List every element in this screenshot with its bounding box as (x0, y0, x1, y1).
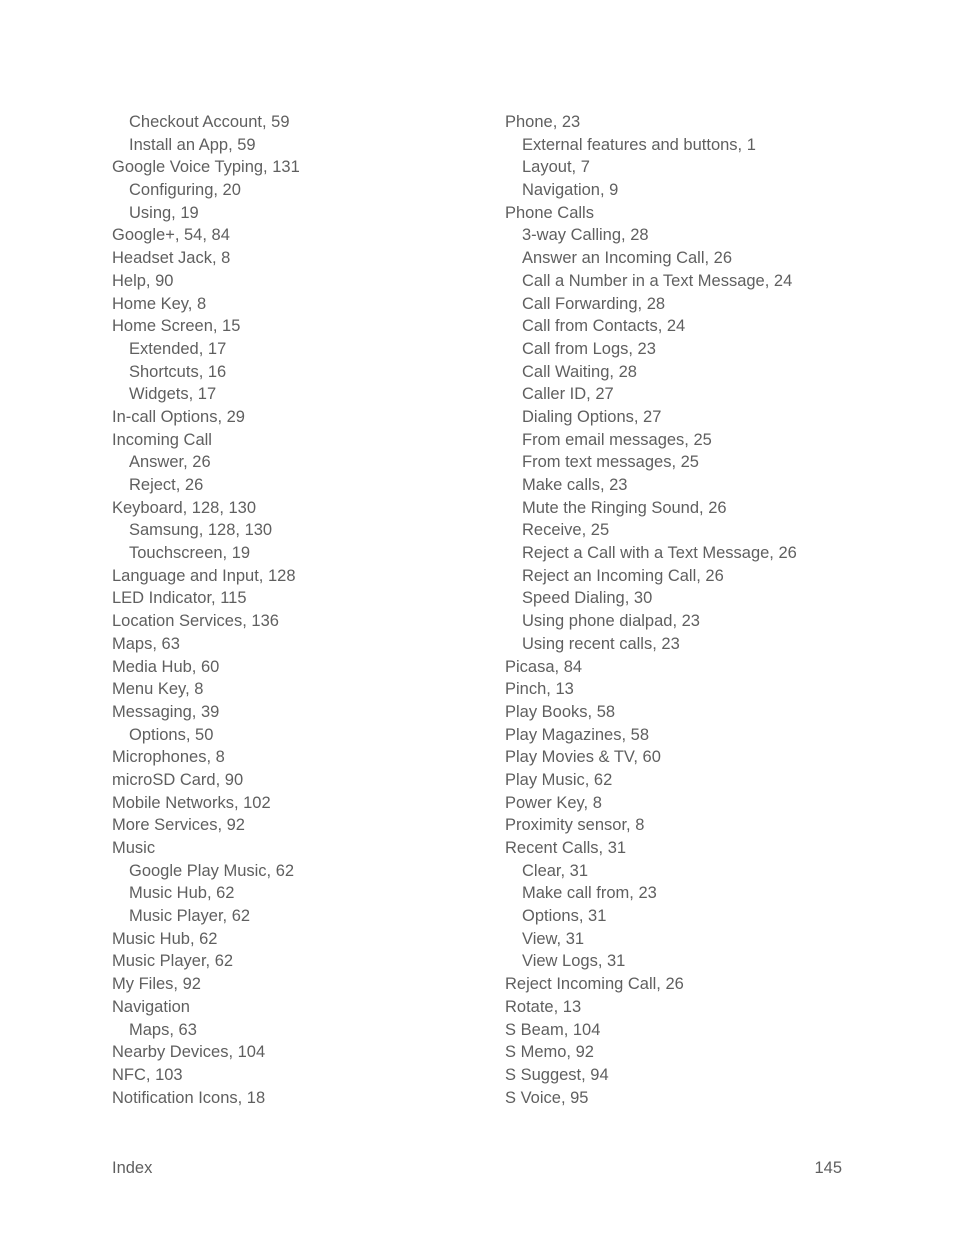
index-subentry: Call Forwarding, 28 (522, 294, 666, 313)
index-entry: Navigation (112, 997, 190, 1016)
index-entry: Play Books, 58 (505, 702, 616, 721)
index-entry: Messaging, 39 (112, 702, 220, 721)
index-entry: S Voice, 95 (505, 1088, 589, 1107)
index-subentry: Install an App, 59 (129, 135, 256, 154)
index-subentry: Reject an Incoming Call, 26 (522, 566, 724, 585)
index-entry: Google Voice Typing, 131 (112, 158, 300, 177)
index-subentry: Options, 31 (522, 907, 607, 926)
index-entry: Music Hub, 62 (112, 929, 218, 948)
index-entry: Proximity sensor, 8 (505, 816, 645, 835)
index-subentry: Configuring, 20 (129, 181, 241, 200)
index-entry: Phone Calls (505, 203, 594, 222)
index-entry: microSD Card, 90 (112, 770, 244, 789)
index-column-right (505, 111, 905, 1109)
index-subentry: Mute the Ringing Sound, 26 (522, 498, 727, 517)
index-entry: S Beam, 104 (505, 1020, 601, 1039)
index-entry: Phone, 23 (505, 113, 581, 131)
index-subentry: View Logs, 31 (522, 952, 626, 971)
index-subentry: Navigation, 9 (522, 181, 619, 200)
index-subentry: Dialing Options, 27 (522, 407, 662, 426)
index-entry: Home Screen, 15 (112, 317, 241, 336)
index-entry: My Files, 92 (112, 975, 201, 994)
index-subentry: External features and buttons, 1 (522, 135, 756, 154)
index-entry: More Services, 92 (112, 816, 245, 835)
index-subentry: Call from Contacts, 24 (522, 317, 686, 336)
index-subentry: Touchscreen, 19 (129, 544, 251, 563)
index-subentry: Widgets, 17 (129, 385, 217, 404)
index-entry: Menu Key, 8 (112, 680, 204, 699)
index-column-left (112, 111, 512, 1109)
index-entry: Home Key, 8 (112, 294, 207, 313)
index-subentry: Samsung, 128, 130 (129, 521, 273, 540)
footer-section-label: Index (112, 1159, 153, 1177)
footer-page-number: 145 (814, 1159, 842, 1177)
index-entry: Google+, 54, 84 (112, 226, 230, 245)
index-entry: Play Music, 62 (505, 770, 613, 789)
index-entry: Power Key, 8 (505, 793, 602, 812)
index-subentry: Music Hub, 62 (129, 884, 235, 903)
index-subentry: Using, 19 (129, 203, 199, 222)
index-entry: Keyboard, 128, 130 (112, 498, 257, 517)
index-entry: Help, 90 (112, 271, 174, 290)
index-entry: Rotate, 13 (505, 997, 582, 1016)
index-subentry: Receive, 25 (522, 521, 610, 540)
index-entry: S Suggest, 94 (505, 1065, 609, 1084)
index-entry: Picasa, 84 (505, 657, 583, 676)
index-entry: Maps, 63 (112, 634, 180, 653)
index-subentry: Make calls, 23 (522, 476, 628, 494)
index-entry: Mobile Networks, 102 (112, 793, 271, 812)
index-entry: Incoming Call (112, 430, 212, 449)
index-entry: Recent Calls, 31 (505, 839, 627, 857)
index-entry: Pinch, 13 (505, 680, 574, 699)
index-subentry: Reject a Call with a Text Message, 26 (522, 544, 797, 563)
index-entry: Music (112, 839, 156, 857)
index-subentry: From text messages, 25 (522, 453, 699, 472)
index-subentry: Shortcuts, 16 (129, 362, 227, 381)
index-entry: Play Movies & TV, 60 (505, 748, 661, 767)
index-subentry: Call Waiting, 28 (522, 362, 637, 381)
index-subentry: Answer an Incoming Call, 26 (522, 249, 733, 268)
index-subentry: Caller ID, 27 (522, 385, 614, 404)
index-entry: Headset Jack, 8 (112, 249, 231, 268)
index-entry: Media Hub, 60 (112, 657, 220, 676)
index-subentry: Answer, 26 (129, 453, 211, 472)
index-subentry: 3-way Calling, 28 (522, 226, 649, 245)
index-entry: In-call Options, 29 (112, 407, 245, 426)
index-entry: Reject Incoming Call, 26 (505, 975, 684, 994)
index-entry: Play Magazines, 58 (505, 725, 649, 744)
index-subentry: Using phone dialpad, 23 (522, 612, 700, 631)
index-subentry: Extended, 17 (129, 339, 227, 358)
index-entry: Nearby Devices, 104 (112, 1043, 266, 1062)
index-subentry: Call a Number in a Text Message, 24 (522, 271, 793, 290)
index-subentry: Layout, 7 (522, 158, 590, 177)
index-entry: Notification Icons, 18 (112, 1088, 266, 1107)
index-subentry: Clear, 31 (522, 861, 589, 880)
index-entry: Location Services, 136 (112, 612, 279, 631)
index-entry: Music Player, 62 (112, 952, 234, 971)
index-subentry: Speed Dialing, 30 (522, 589, 653, 608)
index-subentry: From email messages, 25 (522, 430, 712, 449)
index-subentry: Make call from, 23 (522, 884, 657, 903)
index-entry: Microphones, 8 (112, 748, 225, 767)
index-subentry: Checkout Account, 59 (129, 113, 290, 131)
index-subentry: Options, 50 (129, 725, 214, 744)
index-subentry: Music Player, 62 (129, 907, 251, 926)
index-subentry: Google Play Music, 62 (129, 861, 295, 880)
index-entry: LED Indicator, 115 (112, 589, 247, 608)
index-subentry: Using recent calls, 23 (522, 634, 680, 653)
index-entry: S Memo, 92 (505, 1043, 594, 1062)
index-entry: Language and Input, 128 (112, 566, 296, 585)
index-subentry: Call from Logs, 23 (522, 339, 656, 358)
index-subentry: Reject, 26 (129, 476, 204, 494)
index-subentry: View, 31 (522, 929, 585, 948)
index-subentry: Maps, 63 (129, 1020, 197, 1039)
index-entry: NFC, 103 (112, 1065, 183, 1084)
